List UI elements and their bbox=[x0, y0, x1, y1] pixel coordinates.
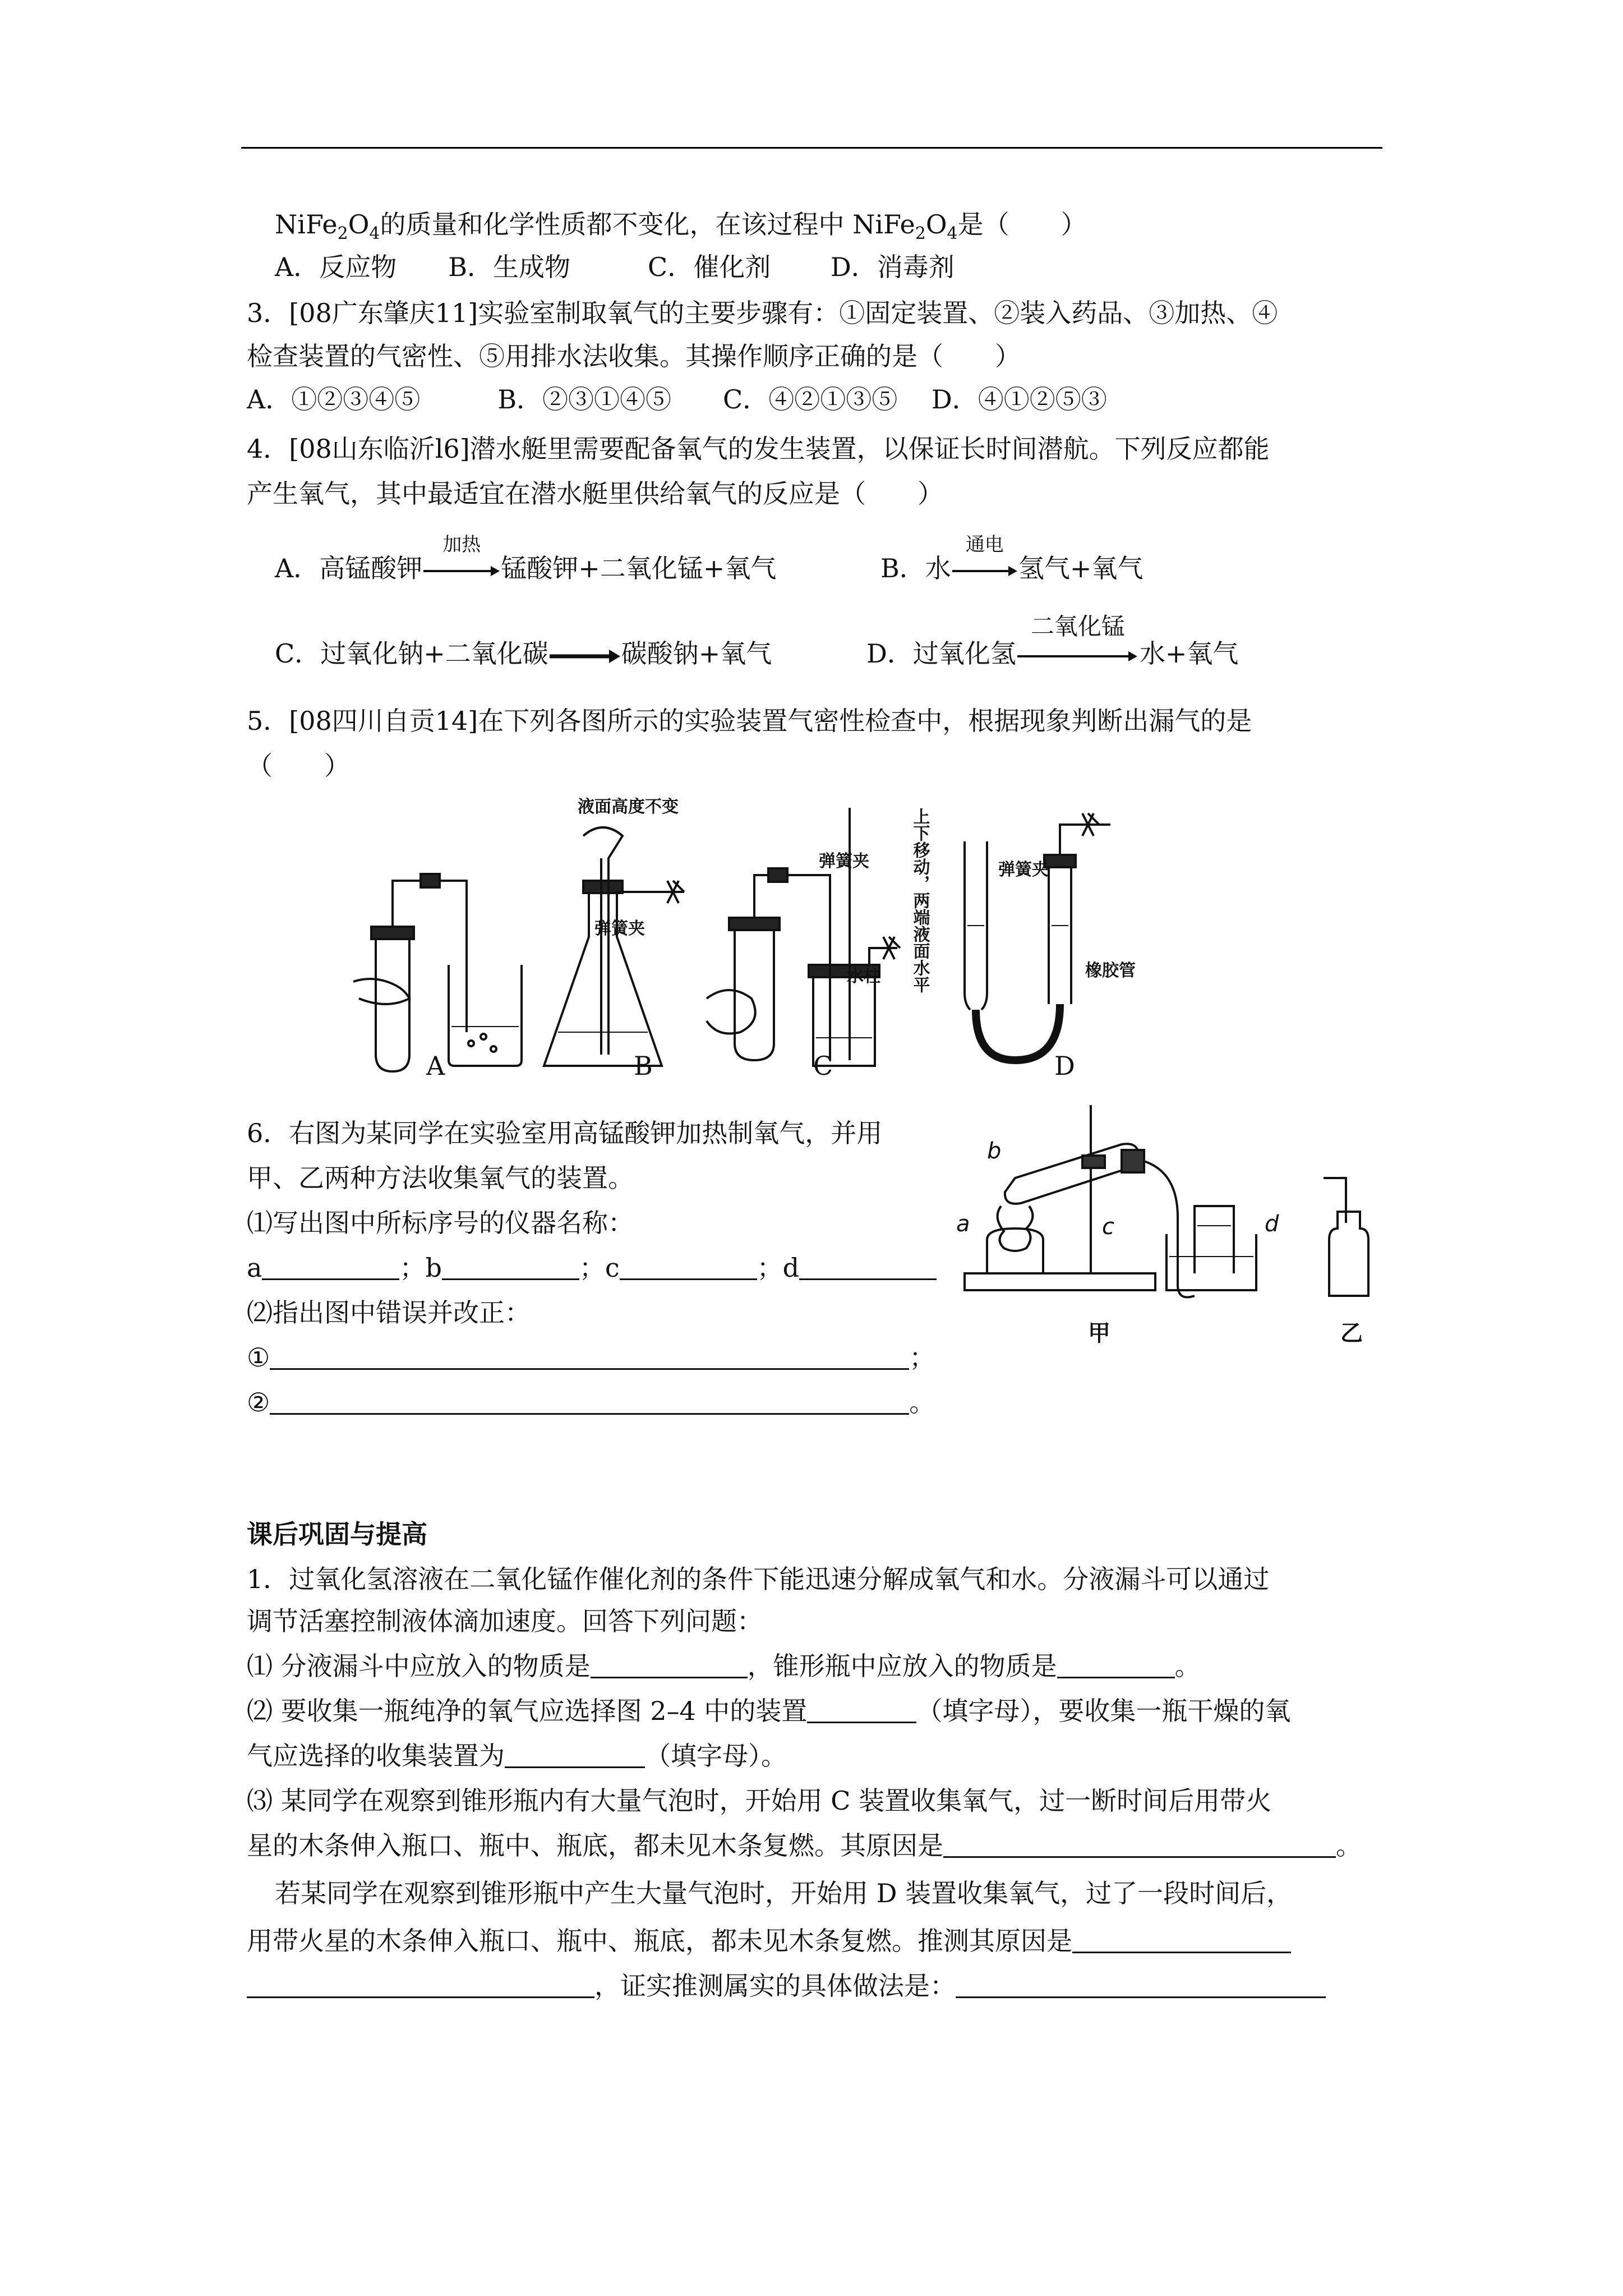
q3-options: A．①②③④⑤ B．②③①④⑤ C．④②①③⑤ D．④①②⑤③ bbox=[247, 384, 1107, 415]
label-c-water: 水柱 bbox=[847, 967, 880, 986]
rubber-tube-d bbox=[976, 1004, 1060, 1060]
q6-blanks: a ；b ；c ；d bbox=[247, 1251, 937, 1285]
label-c-clip: 弹簧夹 bbox=[819, 852, 869, 871]
after-s3-line2: 星的木条伸入瓶口、瓶中、瓶底，都未见木条复燃。其原因是 。 bbox=[247, 1830, 1362, 1861]
water-trough bbox=[1166, 1234, 1256, 1290]
q6-sub1: ⑴写出图中所标序号的仪器名称： bbox=[247, 1208, 634, 1238]
q4-option-a: A．高锰酸钾 加热 锰酸钾+二氧化锰+氧气 bbox=[275, 533, 777, 583]
reaction-arrow-icon bbox=[422, 563, 501, 579]
q2-options: A．反应物 B．生成物 C．催化剂 D．消毒剂 bbox=[275, 252, 955, 282]
delivery-tube bbox=[1144, 1161, 1195, 1297]
q6-item2: ② 。 bbox=[247, 1387, 935, 1418]
label-d-tube: 橡胶管 bbox=[1085, 961, 1136, 981]
answer-blank-flask[interactable] bbox=[1057, 1652, 1175, 1678]
airtightness-figure bbox=[336, 797, 1178, 1088]
apparatus-label-c: c bbox=[1102, 1214, 1114, 1240]
q5-line2: （ ） bbox=[247, 751, 350, 781]
apparatus-label-d: d bbox=[1265, 1211, 1279, 1237]
label-b-top: 液面高度不变 bbox=[578, 797, 679, 817]
after-s4-line3: ，证实推测属实的具体做法是： bbox=[247, 1969, 1326, 2003]
q4-option-d: D．过氧化氢 二氧化锰 水+氧气 bbox=[866, 613, 1239, 669]
apparatus-label-b: b bbox=[987, 1138, 1002, 1164]
after-s2-line1: ⑵ 要收集一瓶纯净的氧气应选择图 2–4 中的装置 （填字母），要收集一瓶干燥的氧 bbox=[247, 1696, 1291, 1726]
apparatus-label-yi: 乙 bbox=[1340, 1320, 1363, 1346]
q6-item1: ① ； bbox=[247, 1342, 935, 1373]
after-s4-line2: 用带火星的木条伸入瓶口、瓶中、瓶底，都未见木条复燃。推测其原因是 bbox=[247, 1924, 1291, 1958]
reaction-arrow-icon bbox=[1016, 648, 1140, 665]
after-s4-line1: 若某同学在观察到锥形瓶中产生大量气泡时，开始用 D 装置收集氧气，过了一段时间后， bbox=[275, 1878, 1293, 1908]
answer-blank-error1[interactable] bbox=[270, 1343, 909, 1370]
answer-blank-a[interactable] bbox=[262, 1254, 399, 1280]
answer-blank-dry[interactable] bbox=[505, 1742, 645, 1768]
answer-blank-c[interactable] bbox=[620, 1254, 757, 1280]
answer-blank-error2[interactable] bbox=[270, 1388, 909, 1415]
answer-blank-pure[interactable] bbox=[807, 1697, 916, 1723]
q4-line2: 产生氧气，其中最适宜在潜水艇里供给氧气的反应是（ ） bbox=[247, 478, 943, 509]
answer-blank-reason-d[interactable] bbox=[1072, 1927, 1291, 1953]
reaction-arrow-icon bbox=[548, 648, 621, 665]
label-d-clip: 弹簧夹 bbox=[998, 860, 1049, 880]
answer-blank-reason-c[interactable] bbox=[943, 1832, 1336, 1858]
apparatus-label-jia: 甲 bbox=[1088, 1320, 1110, 1346]
q4-option-b: B．水 通电 氢气+氧气 bbox=[880, 533, 1144, 583]
after-s3-line1: ⑶ 某同学在观察到锥形瓶内有大量气泡时，开始用 C 装置收集氧气，过一断时间后用带火 bbox=[247, 1786, 1272, 1816]
answer-blank-d[interactable] bbox=[799, 1254, 937, 1280]
fig-label-b: B bbox=[634, 1051, 653, 1081]
q3-line1: 3．[08广东肇庆11]实验室制取氧气的主要步骤有：①固定装置、②装入药品、③加热、④ bbox=[247, 298, 1278, 328]
after-p1-line1: 1．过氧化氢溶液在二氧化锰作催化剂的条件下能迅速分解成氧气和水。分液漏斗可以通过 bbox=[247, 1564, 1270, 1594]
label-d-side: 上下移动，两端液面水平 bbox=[910, 808, 930, 993]
q2-line1: $NiFe_2O_4$的质量和化学性质都不变化，在该过程中 $NiFe_2O_4$是（ ） bbox=[275, 209, 1087, 244]
q5-line1: 5．[08四川自贡14]在下列各图所示的实验装置气密性检查中，根据现象判断出漏气的是 bbox=[247, 706, 1252, 736]
after-s2-line2: 气应选择的收集装置为 （填字母）。 bbox=[247, 1741, 787, 1771]
answer-blank-reason-d-cont[interactable] bbox=[247, 1972, 594, 1998]
q6-line1: 6．右图为某同学在实验室用高锰酸钾加热制氧气，并用 bbox=[247, 1118, 883, 1148]
q6-sub2: ⑵指出图中错误并改正： bbox=[247, 1297, 531, 1328]
q4-option-c: C．过氧化钠+二氧化碳 碳酸钠+氧气 bbox=[275, 638, 772, 669]
header-rule bbox=[241, 147, 1382, 149]
fig-label-c: C bbox=[813, 1051, 833, 1081]
apparatus-label-a: a bbox=[956, 1211, 970, 1237]
answer-blank-funnel[interactable] bbox=[591, 1652, 748, 1678]
test-tube bbox=[1005, 1144, 1138, 1204]
q6-line2: 甲、乙两种方法收集氧气的装置。 bbox=[247, 1163, 634, 1193]
after-p1-line2: 调节活塞控制液体滴加速度。回答下列问题： bbox=[247, 1606, 763, 1636]
stand-base bbox=[965, 1273, 1155, 1290]
section-heading: 课后巩固与提高 bbox=[247, 1519, 427, 1549]
beaker-a bbox=[449, 965, 522, 1066]
oxygen-apparatus-figure bbox=[953, 1094, 1402, 1352]
answer-blank-b[interactable] bbox=[442, 1254, 579, 1280]
q3-line2: 检查装置的气密性、⑤用排水法收集。其操作顺序正确的是（ ） bbox=[247, 341, 1021, 371]
reaction-arrow-icon bbox=[951, 563, 1018, 579]
after-s1: ⑴ 分液漏斗中应放入的物质是 ，锥形瓶中应放入的物质是 。 bbox=[247, 1651, 1201, 1681]
funnel-b bbox=[583, 827, 623, 1055]
fig-label-d: D bbox=[1054, 1051, 1075, 1081]
fig-label-a: A bbox=[426, 1051, 445, 1081]
flask-b bbox=[544, 886, 662, 1066]
answer-blank-verify[interactable] bbox=[956, 1972, 1326, 1998]
label-b-clip: 弹簧夹 bbox=[594, 919, 645, 938]
q4-line1: 4．[08山东临沂l6]潜水艇里需要配备氧气的发生装置，以保证长时间潜航。下列反应都能 bbox=[247, 434, 1270, 464]
gas-bottle-yi bbox=[1329, 1212, 1368, 1296]
gas-bottle-jia bbox=[1195, 1206, 1234, 1273]
